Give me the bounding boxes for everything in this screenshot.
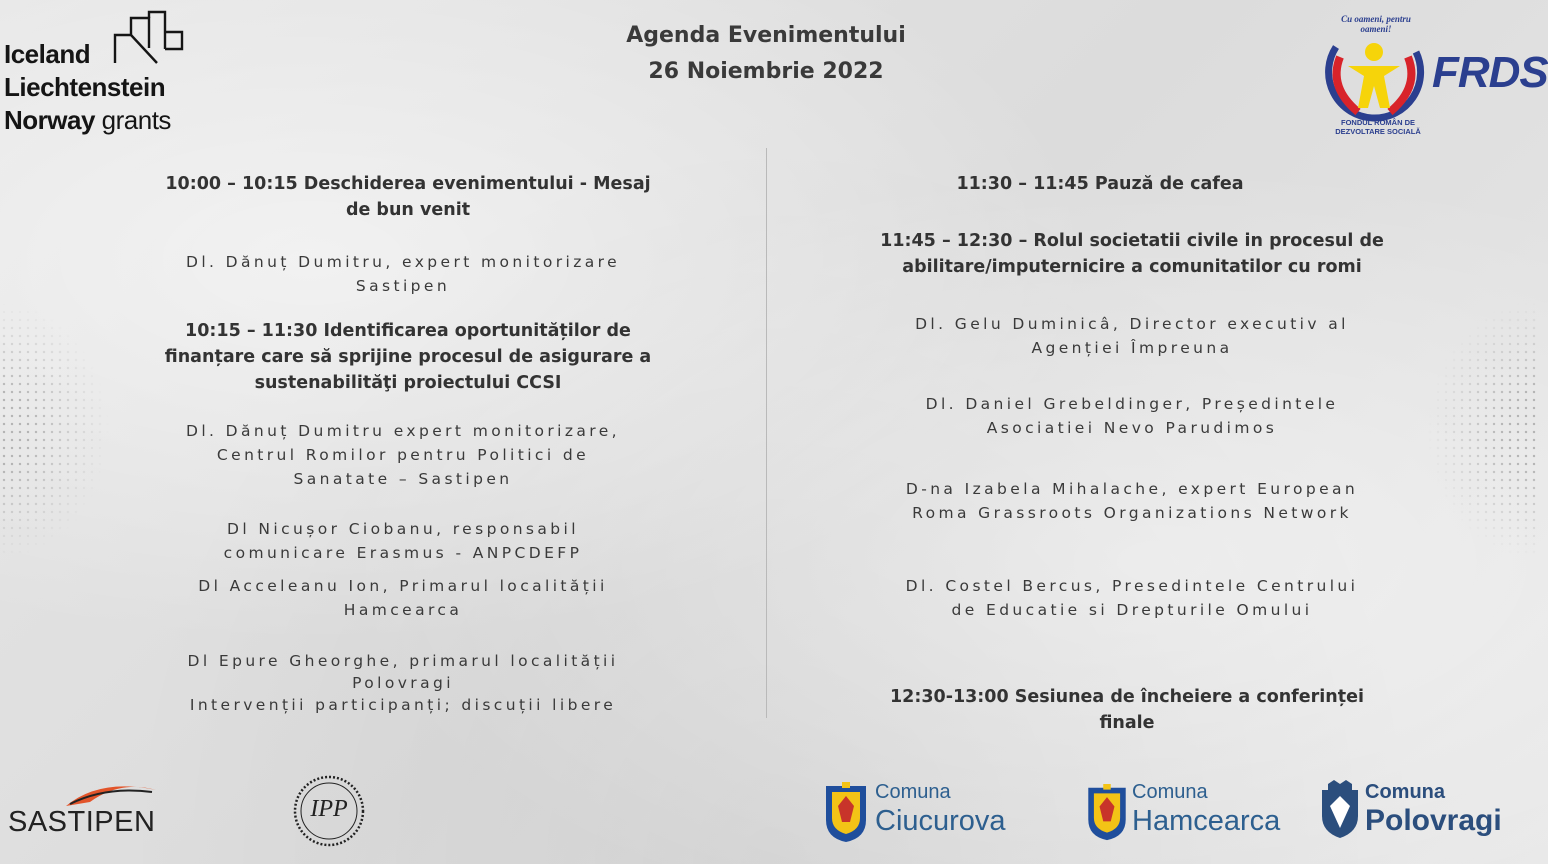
ciucurova-label: Comuna: [875, 781, 951, 803]
speaker-grebeldinger-line-1: Dl. Daniel Grebeldinger, Președintele: [925, 395, 1339, 413]
session-opening-title-1: 10:00 – 10:15 Deschiderea evenimentului - Mesaj: [165, 174, 651, 194]
session-funding-title: [100, 318, 716, 396]
frds-subtitle-2: DEZVOLTARE SOCIALĂ: [1335, 127, 1421, 136]
speaker-mihalache-line-1: D-na Izabela Mihalache, expert European: [905, 480, 1359, 498]
speaker-acceleanu-line-2: Hamcearca: [343, 601, 463, 619]
session-civil-society-title-1: 11:45 – 12:30 – Rolul societatii civile in procesul de: [880, 231, 1384, 251]
session-funding-title-3: sustenabilităţi proiectului CCSI: [254, 373, 562, 393]
agenda-date: 26 Noiembrie 2022: [648, 59, 884, 84]
hamcearca-label: Comuna: [1132, 781, 1208, 803]
session-funding-title-1: 10:15 – 11:30 Identificarea oportunităților de: [185, 321, 631, 341]
frds-name: FRDS: [1432, 48, 1548, 97]
sastipen-swoosh-icon: [60, 776, 160, 808]
speaker-ciobanu-line-1: Dl Nicușor Ciobanu, responsabil: [227, 520, 579, 538]
session-civil-society-title-2: abilitare/imputernicire a comunitatilor cu romi: [902, 257, 1362, 277]
eea-line-3-light: grants: [101, 105, 171, 135]
session-closing-title: [820, 684, 1434, 736]
ciucurova-name: Ciucurova: [875, 805, 1006, 837]
speaker-acceleanu: [100, 574, 706, 622]
frds-subtitle-1: FONDUL ROMÂN DE: [1340, 118, 1416, 127]
polovragi-name: Polovragi: [1365, 804, 1502, 837]
speaker-mihalache-line-2: Roma Grassroots Organizations Network: [912, 504, 1352, 522]
speaker-bercus-line-2: de Educatie si Drepturile Omului: [951, 601, 1313, 619]
speaker-epure-line-2: Polovragi: [352, 674, 454, 692]
speaker-epure: [100, 650, 706, 716]
frds-motto: Cu oameni, pentru oameni!: [1341, 14, 1411, 34]
speaker-bercus: [830, 574, 1434, 622]
frds-subtitle: [1326, 118, 1430, 136]
ciucurova-coat-of-arms-icon: [824, 782, 868, 844]
speaker-grebeldinger-line-2: Asociatiei Nevo Parudimos: [986, 419, 1278, 437]
session-opening-title: [100, 171, 716, 223]
speaker-ciobanu: [100, 517, 706, 565]
eea-line-1: Iceland: [4, 39, 91, 69]
eea-line-3-bold: Norway: [4, 105, 95, 135]
session-closing-title-2: finale: [1099, 713, 1155, 733]
polovragi-logo: [1365, 780, 1502, 838]
hamcearca-name: Hamcearca: [1132, 805, 1281, 837]
eea-line-2: Liechtenstein: [4, 72, 166, 102]
speaker-grebeldinger: [830, 392, 1434, 440]
speaker-dumitru-2: [100, 419, 706, 491]
speaker-dumitru-2-line-1: Dl. Dănuț Dumitru expert monitorizare,: [185, 422, 620, 440]
session-closing-title-1: 12:30-13:00 Sesiunea de încheiere a conferinței: [889, 687, 1364, 707]
agenda-title-line-1: Agenda Evenimentului: [626, 23, 906, 48]
speaker-epure-line-1: Dl Epure Gheorghe, primarul localității: [187, 652, 619, 670]
agenda-title: [0, 18, 1532, 90]
speaker-dumitru-2-line-3: Sanatate – Sastipen: [293, 470, 513, 488]
speaker-duminica-line-1: Dl. Gelu Duminicâ, Director executiv al: [915, 315, 1349, 333]
hamcearca-logo: [1132, 780, 1280, 838]
session-coffee-break-title: 11:30 – 11:45 Pauză de cafea: [956, 174, 1244, 194]
polovragi-label: Comuna: [1365, 781, 1445, 803]
speaker-dumitru-1-line-1: Dl. Dănuț Dumitru, expert monitorizare: [185, 253, 620, 271]
speaker-dumitru-1: [100, 250, 706, 298]
participant-interventions: Intervenții participanți; discuții libere: [189, 696, 617, 714]
hamcearca-coat-of-arms-icon: [1086, 784, 1128, 842]
sastipen-logo: SASTIPEN: [8, 806, 156, 838]
speaker-duminica: [830, 312, 1434, 360]
polovragi-coat-of-arms-icon: [1318, 780, 1362, 840]
session-opening-title-2: de bun venit: [345, 200, 471, 220]
dot-pattern-left: [0, 300, 110, 560]
speaker-duminica-line-2: Agenției Împreuna: [1031, 339, 1233, 357]
dot-pattern-right: [1426, 300, 1536, 560]
ciucurova-logo: [875, 780, 1006, 838]
speaker-acceleanu-line-1: Dl Acceleanu Ion, Primarul localității: [198, 577, 608, 595]
speaker-dumitru-1-line-2: Sastipen: [355, 277, 451, 295]
session-civil-society-title: [810, 228, 1454, 280]
speaker-bercus-line-1: Dl. Costel Bercus, Presedintele Centrului: [905, 577, 1359, 595]
speaker-ciobanu-line-2: comunicare Erasmus - ANPCDEFP: [223, 544, 583, 562]
speaker-dumitru-2-line-2: Centrul Romilor pentru Politici de: [216, 446, 590, 464]
speaker-mihalache: [830, 477, 1434, 525]
ipp-logo-text: IPP: [310, 796, 348, 822]
column-divider: [766, 148, 767, 718]
session-funding-title-2: finanțare care să sprijine procesul de asigurare a: [164, 347, 652, 367]
